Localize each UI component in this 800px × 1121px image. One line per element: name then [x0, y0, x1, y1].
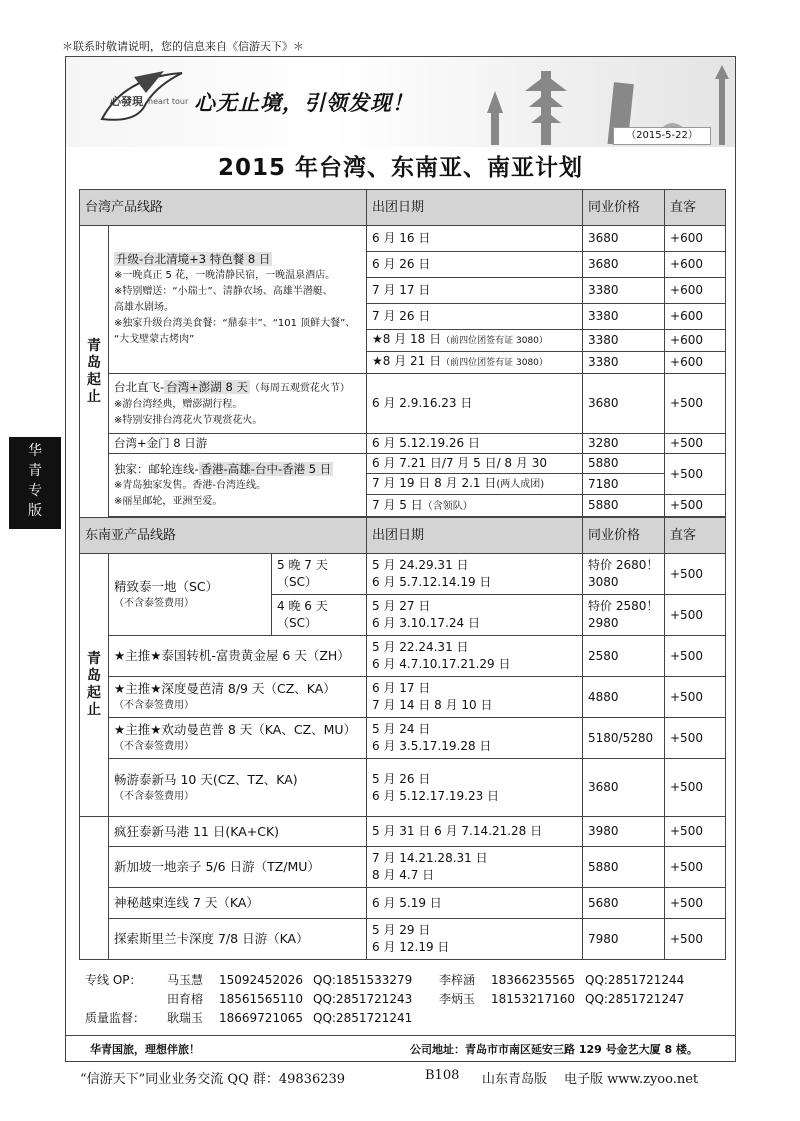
issue-date: （2015-5-22） — [613, 127, 711, 145]
taiwan-header-price: 同业价格 — [583, 190, 665, 226]
top-note: ＊联系时敬请说明，您的信息来自《信游天下》＊ — [62, 40, 304, 53]
table-row — [80, 226, 726, 252]
direct-cell: +500 — [665, 888, 726, 919]
price-cell: 7180 — [583, 474, 665, 495]
date-cell: 6 月 5.12.19.26 日 — [367, 434, 583, 454]
contact-name: 李炳玉 — [439, 992, 476, 1006]
direct-cell: +500 — [665, 454, 726, 495]
sea-product-7[interactable] — [109, 847, 367, 888]
edition: 山东青岛版 — [482, 1072, 548, 1087]
sea-header-line: 东南亚产品线路 — [80, 518, 367, 554]
product-desc: ※特别安排台湾花火节观赏花火。 — [114, 414, 263, 426]
product-sub: （不含泰签费用） — [114, 790, 194, 802]
date-cell: 5 月 22.24.31 日 6 月 4.7.10.17.21.29 日 — [367, 636, 583, 677]
sea-header-row — [80, 518, 726, 554]
table-row — [80, 888, 726, 919]
sea-table — [79, 553, 726, 960]
footer-address: 公司地址：青岛市市南区延安三路 129 号金艺大厦 8 楼。 — [410, 1043, 698, 1056]
date-note: （前四位团签有证 3080） — [441, 336, 548, 346]
contact-name: 李梓涵 — [439, 973, 476, 987]
table-row — [80, 817, 726, 847]
op-label: 专线 OP： — [85, 973, 142, 987]
table-row — [80, 374, 726, 434]
price-cell: 3980 — [583, 817, 665, 847]
price-cell: 特价 2680！ 3080 — [583, 554, 665, 595]
date-cell: 6 月 7.21 日/7 月 5 日/ 8 月 30 — [367, 454, 583, 474]
taiwan-product-4[interactable] — [109, 454, 367, 517]
variant-cell: 5 晚 7 天（SC） — [272, 554, 367, 595]
sea-product-3[interactable] — [109, 677, 367, 718]
price-cell: 3680 — [583, 252, 665, 278]
variant-cell: 4 晚 6 天（SC） — [272, 595, 367, 636]
price-cell: 5880 — [583, 495, 665, 517]
contact-qq[interactable]: QQ:2851721241 — [313, 1011, 413, 1025]
direct-cell: +500 — [665, 434, 726, 454]
date-note: (两人成团) — [496, 479, 545, 490]
product-name: 畅游泰新马 10 天(CZ、TZ、KA) — [114, 771, 298, 787]
date-note: （前四位团签有证 3080） — [441, 358, 548, 368]
footer-divider — [66, 1035, 735, 1036]
table-row — [80, 554, 726, 595]
side-tab-text: 华青专版 — [28, 443, 42, 519]
price-cell: 5680 — [583, 888, 665, 919]
date-cell: 5 月 24 日 6 月 3.5.17.19.28 日 — [367, 718, 583, 759]
contact-qq[interactable]: QQ:1851533279 — [313, 973, 413, 987]
product-desc: ※特别赠送：“小瑞士”、清静农场、高雄半潜艇、 — [114, 286, 333, 297]
sea-product-2[interactable] — [109, 636, 367, 677]
taiwan-depart-text: 青岛起止 — [87, 337, 101, 405]
direct-cell: +600 — [665, 252, 726, 278]
date-cell: 7 月 5 日（含领队） — [367, 495, 583, 517]
date-note: （含领队） — [422, 500, 473, 512]
product-name: ★主推★深度曼芭清 8/9 天（CZ、KA） — [114, 681, 336, 696]
sea-header-direct: 直客 — [665, 518, 726, 554]
date-cell: 6 月 5.19 日 — [367, 888, 583, 919]
contacts-block — [79, 971, 725, 1028]
table-row — [80, 434, 726, 454]
direct-cell: +600 — [665, 304, 726, 330]
table-row — [80, 847, 726, 888]
slogan: 心无止境，引领发现！ — [194, 90, 414, 115]
product-desc: ※丽星邮轮，亚洲至爱。 — [114, 495, 223, 507]
product-name: 台北直飞- 台湾+澎湖 8 天 （每周五观赏花火节） — [114, 379, 350, 394]
price-cell: 5180/5280 — [583, 718, 665, 759]
product-name: 精致泰一地（SC） — [114, 578, 219, 594]
date-cell: 5 月 26 日 6 月 5.12.17.19.23 日 — [367, 759, 583, 817]
sea-product-4[interactable] — [109, 718, 367, 759]
contact-phone[interactable]: 15092452026 — [219, 973, 303, 987]
logo-en: heart tour — [148, 97, 189, 106]
direct-cell: +500 — [665, 847, 726, 888]
date-cell: 7 月 17 日 — [367, 278, 583, 304]
date-cell: 5 月 24.29.31 日 6 月 5.7.12.14.19 日 — [367, 554, 583, 595]
product-name: 疯狂泰新马港 11 日(KA+CK) — [114, 823, 280, 839]
price-cell: 5880 — [583, 847, 665, 888]
contact-phone[interactable]: 18366235565 — [491, 973, 575, 987]
price-cell: 5880 — [583, 454, 665, 474]
direct-cell: +600 — [665, 352, 726, 374]
taiwan-product-2[interactable] — [109, 374, 367, 434]
date-cell: ★8 月 21 日（前四位团签有证 3080） — [367, 352, 583, 374]
price-cell: 3680 — [583, 374, 665, 434]
product-sub: （不含泰签费用） — [114, 700, 194, 711]
itinerary-table-main — [79, 189, 726, 554]
direct-cell: +500 — [665, 817, 726, 847]
price-cell: 7980 — [583, 919, 665, 960]
date-cell: 5 月 31 日 6 月 7.14.21.28 日 — [367, 817, 583, 847]
page-number: B108 — [425, 1068, 460, 1083]
direct-cell: +500 — [665, 759, 726, 817]
contact-qq[interactable]: QQ:2851721243 — [313, 992, 413, 1006]
contact-phone[interactable]: 18669721065 — [219, 1011, 303, 1025]
date-cell: 6 月 16 日 — [367, 226, 583, 252]
price-cell: 3380 — [583, 278, 665, 304]
product-name: 独家：邮轮连线- 香港-高雄-台中-香港 5 日 — [114, 461, 332, 476]
direct-cell: +600 — [665, 278, 726, 304]
date-cell: 7 月 26 日 — [367, 304, 583, 330]
product-desc: ※游台湾经典，赠澎湖行程。 — [114, 398, 243, 410]
taiwan-product-3[interactable] — [109, 434, 367, 454]
table-row — [80, 718, 726, 759]
date-cell: 6 月 17 日 7 月 14 日 8 月 10 日 — [367, 677, 583, 718]
date-cell: 5 月 27 日 6 月 3.10.17.24 日 — [367, 595, 583, 636]
direct-cell: +500 — [665, 595, 726, 636]
sea-product-8[interactable] — [109, 888, 367, 919]
direct-cell: +500 — [665, 374, 726, 434]
contact-name: 田育榕 — [167, 992, 204, 1006]
price-cell: 特价 2580！ 2980 — [583, 595, 665, 636]
contact-phone[interactable]: 18153217160 — [491, 992, 575, 1006]
date-cell: 7 月 14.21.28.31 日 8 月 4.7 日 — [367, 847, 583, 888]
price-cell: 3380 — [583, 304, 665, 330]
taiwan-header-row — [80, 190, 726, 226]
taiwan-header-direct: 直客 — [665, 190, 726, 226]
date-cell: 7 月 19 日 8 月 2.1 日(两人成团) — [367, 474, 583, 495]
direct-cell: +600 — [665, 226, 726, 252]
product-name: 探索斯里兰卡深度 7/8 日游（KA） — [114, 931, 309, 946]
product-sub: （不含泰签费用） — [114, 597, 194, 609]
contact-phone[interactable]: 18561565110 — [219, 992, 303, 1006]
price-cell: 2580 — [583, 636, 665, 677]
direct-cell: +500 — [665, 718, 726, 759]
page-title: 2015 年台湾、东南亚、南亚计划 — [217, 155, 584, 181]
sea-product-6[interactable] — [109, 817, 367, 847]
product-desc: ※一晚真正 5 花，一晚清静民宿，一晚温泉酒店。 — [114, 270, 336, 281]
table-row — [80, 677, 726, 718]
direct-cell: +500 — [665, 677, 726, 718]
price-cell: 4880 — [583, 677, 665, 718]
date-cell: ★8 月 18 日（前四位团签有证 3080） — [367, 330, 583, 352]
price-cell: 3380 — [583, 330, 665, 352]
direct-cell: +500 — [665, 495, 726, 517]
side-tab — [9, 437, 61, 529]
date-cell: 5 月 29 日 6 月 12.19 日 — [367, 919, 583, 960]
table-row — [80, 454, 726, 474]
product-desc: “大戈壁蒙古烤肉” — [114, 334, 195, 345]
price-cell: 3680 — [583, 759, 665, 817]
sea-product-5[interactable] — [109, 759, 367, 817]
contact-name: 马玉慧 — [167, 973, 204, 987]
sea-product-1[interactable] — [109, 554, 272, 636]
taiwan-depart — [80, 226, 109, 518]
product-name: ★主推★泰国转机-富贵黄金屋 6 天（ZH） — [114, 648, 350, 663]
direct-cell: +500 — [665, 554, 726, 595]
taiwan-header-date: 出团日期 — [367, 190, 583, 226]
date-cell: 6 月 26 日 — [367, 252, 583, 278]
taiwan-product-1[interactable] — [109, 226, 367, 374]
sea-depart-text: 青岛起止 — [87, 651, 101, 718]
footer-slogan: 华青国旅，理想伴旅！ — [90, 1043, 200, 1056]
product-desc: ※青岛独家发售。香港-台湾连线。 — [114, 479, 266, 491]
qc-label: 质量监督： — [85, 1011, 146, 1025]
sea-header-date: 出团日期 — [367, 518, 583, 554]
direct-cell: +500 — [665, 919, 726, 960]
table-row — [80, 636, 726, 677]
banner — [66, 57, 735, 147]
logo-text: 心發現 — [110, 95, 143, 108]
price-cell: 3680 — [583, 226, 665, 252]
table-row — [80, 759, 726, 817]
website[interactable]: 电子版 www.zyoo.net — [564, 1072, 699, 1087]
product-sub: （不含泰签费用） — [114, 741, 194, 752]
product-desc: ※独家升级台湾美食餐：“鼎泰丰”、“101 顶鲜大餐”、 — [114, 318, 356, 329]
qq-group: “信游天下”同业业务交流 QQ 群：49836239 — [80, 1072, 346, 1087]
table-row — [80, 919, 726, 960]
contact-name: 耿瑞玉 — [167, 1011, 204, 1025]
sea-header-price: 同业价格 — [583, 518, 665, 554]
product-name: 台湾+金门 8 日游 — [114, 436, 208, 450]
direct-cell: +600 — [665, 330, 726, 352]
taiwan-header-line: 台湾产品线路 — [80, 190, 367, 226]
flyer-frame — [65, 56, 736, 1062]
contact-qq[interactable]: QQ:2851721247 — [585, 992, 685, 1006]
date-cell: 6 月 2.9.16.23 日 — [367, 374, 583, 434]
price-cell: 3380 — [583, 352, 665, 374]
direct-cell: +500 — [665, 636, 726, 677]
price-cell: 3280 — [583, 434, 665, 454]
product-name: 神秘越柬连线 7 天（KA） — [114, 895, 259, 910]
sea-product-9[interactable] — [109, 919, 367, 960]
product-name: ★主推★欢动曼芭普 8 天（KA、CZ、MU） — [114, 722, 357, 737]
sea-depart — [80, 554, 109, 817]
product-desc: 高雄水剧场。 — [114, 302, 174, 313]
product-name: 升级-台北清境+3 特色餐 8 日 — [116, 252, 271, 266]
product-name: 新加坡一地亲子 5/6 日游（TZ/MU） — [114, 859, 320, 874]
contact-qq[interactable]: QQ:2851721244 — [585, 973, 685, 987]
